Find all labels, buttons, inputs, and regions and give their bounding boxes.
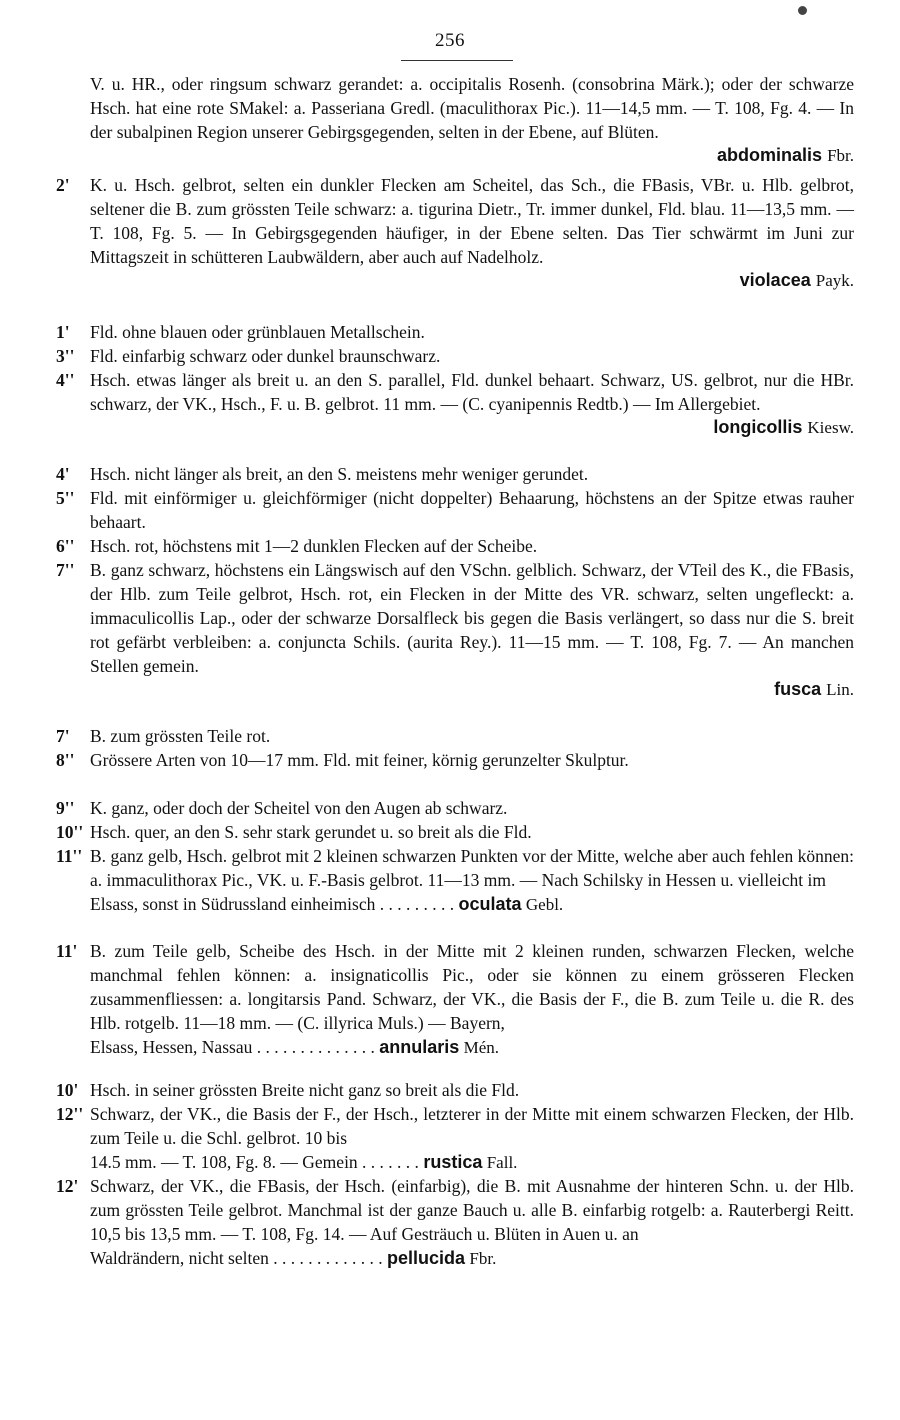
key-entry xyxy=(0,820,900,844)
entry-text: B. zum Teile gelb, Scheibe des Hsch. in der Mitte mit 2 kleinen runden, schwarzen Flecken, welche manchmal fehlen können: a. insignaticollis Pic., oder sie können zu einem grösseren Flecken zusammenfliessen: a. longitarsis Pand. Schwarz, der VK., die Basis der F., die B. zum Teile u. die R. des Hlb. rotgelb. 11—18 mm. — (C. illyrica Muls.) — Bayern, xyxy=(90,941,854,1033)
entry-text: Fld. ohne blauen oder grünblauen Metallschein. xyxy=(90,322,425,342)
page-number: 256 xyxy=(435,30,465,51)
couplet-marker: 7'' xyxy=(56,560,75,580)
key-entry xyxy=(0,486,900,534)
species-author: Lin. xyxy=(826,680,854,699)
couplet-marker: 6'' xyxy=(56,536,75,556)
couplet-marker: 3'' xyxy=(56,346,75,366)
entry-text: Schwarz, der VK., die Basis der F., der Hsch., letzterer in der Mitte mit einem schwarzen Flecken, der Hlb. zum Teile u. die Schl. gelbrot. 10 bis xyxy=(90,1104,854,1148)
species-name-line xyxy=(90,269,854,292)
species-leader-line xyxy=(90,892,854,917)
couplet-marker: 9'' xyxy=(56,798,75,818)
species-author: Payk. xyxy=(815,271,854,290)
couplet-marker: 4'' xyxy=(56,370,75,390)
couplet-marker: 4' xyxy=(56,464,70,484)
species-leader-line xyxy=(90,1150,854,1175)
entry-text: Fld. einfarbig schwarz oder dunkel braunschwarz. xyxy=(90,346,441,366)
leader-text: 14.5 mm. — T. 108, Fg. 8. — Gemein . . . . . . . xyxy=(90,1152,419,1172)
species-name-line xyxy=(90,678,854,701)
key-entry xyxy=(0,344,900,368)
ink-dot xyxy=(798,6,807,15)
key-entry xyxy=(0,748,900,796)
leader-text: Waldrändern, nicht selten . . . . . . . . . . . . . xyxy=(90,1248,383,1268)
couplet-marker: 12' xyxy=(56,1176,79,1196)
key-entry xyxy=(0,72,900,173)
entry-text: Hsch. quer, an den S. sehr stark gerundet u. so breit als die Fld. xyxy=(90,822,532,842)
species-name: violacea xyxy=(739,270,811,290)
entry-text: V. u. HR., oder ringsum schwarz gerandet: a. occipitalis Rosenh. (consobrina Märk.); oder der schwarze Hsch. hat eine rote SMakel: a. Passeriana Gredl. (maculithorax Pic.). 11—14,5 mm. — T. 108, Fg. 4. — In der subalpinen Region unserer Gebirgsgegenden, selten in der Ebene, auf Blüten. xyxy=(90,74,854,142)
couplet-marker: 11' xyxy=(56,941,78,961)
species-author: Gebl. xyxy=(525,895,564,914)
key-entry xyxy=(0,368,900,462)
species-author: Mén. xyxy=(463,1038,500,1057)
key-entry xyxy=(0,1078,900,1102)
couplet-marker: 1' xyxy=(56,322,70,342)
species-author: Fbr. xyxy=(827,146,854,165)
entry-text: K. u. Hsch. gelbrot, selten ein dunkler Flecken am Scheitel, das Sch., die FBasis, VBr. u. Hlb. gelbrot, seltener die B. zum grössten Teile schwarz: a. tigurina Dietr., Tr. immer dunkel, Fld. blau. 11—13,5 mm. — T. 108, Fg. 5. — In Gebirgsgegenden häufiger, in der Ebene selten. Das Tier schwärmt im Juni zur Mittagszeit in schütteren Laubwäldern, aber auch auf Nadelholz. xyxy=(90,175,854,267)
species-name: rustica xyxy=(423,1152,483,1172)
key-entry xyxy=(0,939,900,1078)
species-leader-line xyxy=(90,1246,854,1271)
leader-text: Elsass, sonst in Südrussland einheimisch . . . . . . . . . xyxy=(90,894,455,914)
key-entry xyxy=(0,173,900,320)
key-entry xyxy=(0,724,900,748)
key-body xyxy=(0,72,900,1289)
species-name: oculata xyxy=(458,894,522,914)
entry-text: K. ganz, oder doch der Scheitel von den Augen ab schwarz. xyxy=(90,798,508,818)
species-name: annularis xyxy=(379,1037,460,1057)
couplet-marker: 8'' xyxy=(56,750,75,770)
entry-text: B. ganz schwarz, höchstens ein Längswisch auf den VSchn. gelblich. Schwarz, der VTeil des K., die FBasis, der Hlb. zum Teile gelbrot, Hsch. rot, ein Flecken in der Mitte des VR. schwarz, selten ungefleckt: a. immaculicollis Lap., oder der schwarze Dorsalfleck bis gegen die Basis verlängert, so dass nur die S. breit rot gefärbt verbleiben: a. conjuncta Schils. (aurita Rey.). 11—15 mm. — T. 108, Fg. 7. — An manchen Stellen gemein. xyxy=(90,560,854,676)
species-leader-line xyxy=(90,1035,854,1060)
entry-text: Hsch. rot, höchstens mit 1—2 dunklen Flecken auf der Scheibe. xyxy=(90,536,538,556)
entry-text: Hsch. etwas länger als breit u. an den S. parallel, Fld. dunkel behaart. Schwarz, US. gelbrot, nur die HBr. schwarz, der VK., Hsch., F. u. B. gelbrot. 11 mm. — (C. cyanipennis Redtb.) — Im Allergebiet. xyxy=(90,370,854,414)
couplet-marker: 11'' xyxy=(56,846,83,866)
entry-text: Fld. mit einförmiger u. gleichförmiger (nicht doppelter) Behaarung, höchstens an der Spitze etwas rauher behaart. xyxy=(90,488,854,532)
species-author: Fall. xyxy=(486,1153,518,1172)
entry-text: Grössere Arten von 10—17 mm. Fld. mit feiner, körnig gerunzelter Skulptur. xyxy=(90,750,629,770)
entry-text: B. ganz gelb, Hsch. gelbrot mit 2 kleinen schwarzen Punkten vor der Mitte, welche aber auch fehlen können: a. immaculithorax Pic., VK. u. F.-Basis gelbrot. 11—13 mm. — Nach Schilsky in Hessen u. vielleicht im xyxy=(90,846,854,890)
couplet-marker: 2' xyxy=(56,175,70,195)
leader-text: Elsass, Hessen, Nassau . . . . . . . . . . . . . . xyxy=(90,1037,375,1057)
species-name: pellucida xyxy=(387,1248,466,1268)
key-entry xyxy=(0,558,900,724)
species-name-line xyxy=(90,144,854,167)
key-entry xyxy=(0,796,900,820)
entry-text: Hsch. in seiner grössten Breite nicht ganz so breit als die Fld. xyxy=(90,1080,520,1100)
key-entry xyxy=(0,320,900,344)
header-rule xyxy=(401,60,513,61)
key-entry xyxy=(0,1102,900,1174)
species-name-line xyxy=(90,416,854,439)
couplet-marker: 12'' xyxy=(56,1104,84,1124)
entry-text: Schwarz, der VK., die FBasis, der Hsch. (einfarbig), die B. mit Ausnahme der hinteren Schn. u. der Hlb. zum grössten Teile gelbrot. Manchmal ist der ganze Bauch u. alle B. einfarbig rotgelb: a. Rauterbergi Reitt. 10,5 bis 13,5 mm. — T. 108, Fg. 14. — Auf Gesträuch u. Blüten in Auen u. an xyxy=(90,1176,854,1244)
species-name: fusca xyxy=(774,679,822,699)
entry-text: B. zum grössten Teile rot. xyxy=(90,726,271,746)
couplet-marker: 10'' xyxy=(56,822,84,842)
species-author: Fbr. xyxy=(469,1249,497,1268)
species-name: longicollis xyxy=(713,417,803,437)
key-entry xyxy=(0,462,900,486)
species-name: abdominalis xyxy=(717,145,823,165)
couplet-marker: 5'' xyxy=(56,488,75,508)
couplet-marker: 10' xyxy=(56,1080,79,1100)
key-entry xyxy=(0,534,900,558)
species-author: Kiesw. xyxy=(807,418,854,437)
entry-text: Hsch. nicht länger als breit, an den S. meistens mehr weniger gerundet. xyxy=(90,464,589,484)
key-entry xyxy=(0,1174,900,1289)
key-entry xyxy=(0,844,900,939)
couplet-marker: 7' xyxy=(56,726,70,746)
